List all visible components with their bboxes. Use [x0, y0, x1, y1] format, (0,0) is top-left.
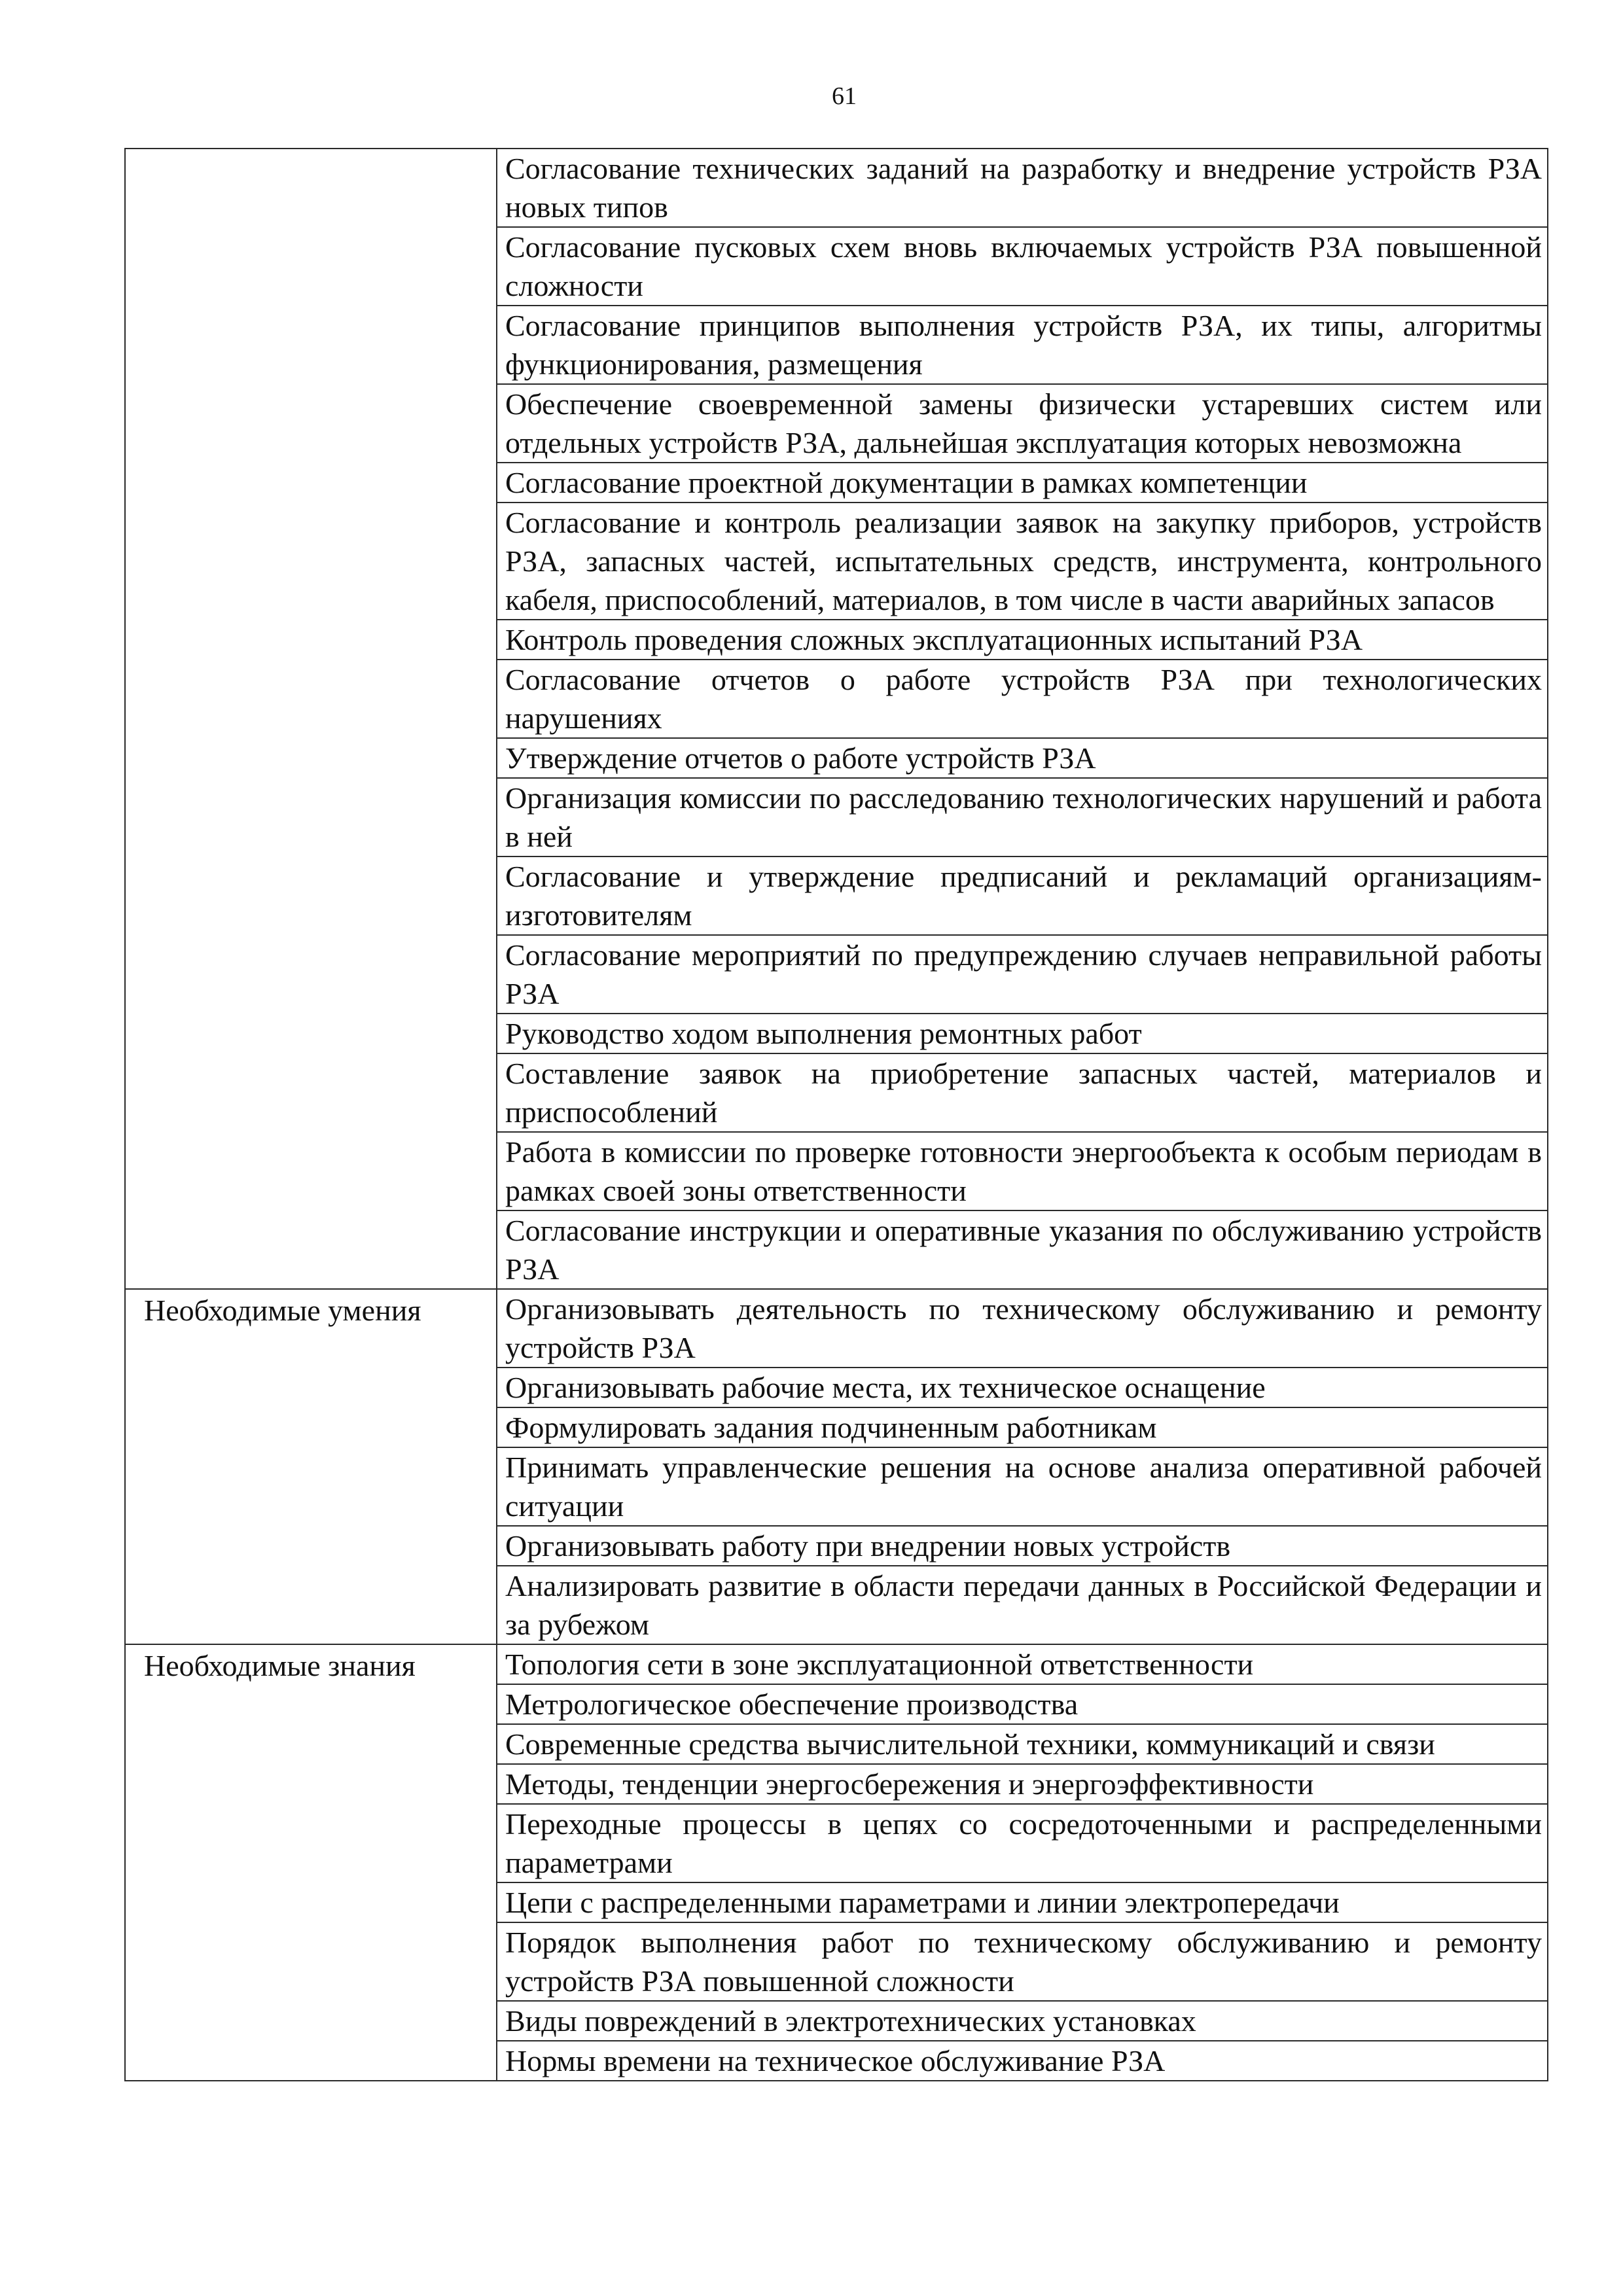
item-cell: Принимать управленческие решения на основе анализа оперативной рабочей ситуации	[497, 1447, 1548, 1526]
item-cell: Работа в комиссии по проверке готовности энергообъекта к особым периодам в рамках своей зоны ответственности	[497, 1132, 1548, 1210]
item-cell: Анализировать развитие в области передачи данных в Российской Федерации и за рубежом	[497, 1566, 1548, 1644]
table-row	[125, 149, 1548, 227]
item-cell: Согласование принципов выполнения устройств РЗА, их типы, алгоритмы функционирования, размещения	[497, 306, 1548, 384]
category-cell	[125, 149, 497, 1289]
item-cell: Согласование технических заданий на разработку и внедрение устройств РЗА новых типов	[497, 149, 1548, 227]
table-row	[125, 1644, 1548, 1684]
item-cell: Порядок выполнения работ по техническому обслуживанию и ремонту устройств РЗА повышенной сложности	[497, 1922, 1548, 2001]
item-cell: Метрологическое обеспечение производства	[497, 1684, 1548, 1724]
item-cell: Согласование и утверждение предписаний и рекламаций организациям-изготовителям	[497, 857, 1548, 935]
item-cell: Согласование инструкции и оперативные указания по обслуживанию устройств РЗА	[497, 1210, 1548, 1289]
item-cell: Современные средства вычислительной техники, коммуникаций и связи	[497, 1724, 1548, 1764]
item-cell: Переходные процессы в цепях со сосредоточенными и распределенными параметрами	[497, 1804, 1548, 1882]
item-cell: Организовывать деятельность по техническому обслуживанию и ремонту устройств РЗА	[497, 1289, 1548, 1368]
table-row	[125, 1289, 1548, 1368]
item-cell: Организовывать работу при внедрении новых устройств	[497, 1526, 1548, 1566]
item-cell: Нормы времени на техническое обслуживание РЗА	[497, 2041, 1548, 2081]
item-cell: Согласование и контроль реализации заявок на закупку приборов, устройств РЗА, запасных частей, испытательных средств, инструмента, контрольного кабеля, приспособлений, материалов, в том числе в части аварийных запасов	[497, 503, 1548, 620]
item-cell: Руководство ходом выполнения ремонтных работ	[497, 1014, 1548, 1053]
item-cell: Согласование отчетов о работе устройств РЗА при технологических нарушениях	[497, 660, 1548, 738]
page-number: 61	[832, 82, 857, 110]
item-cell: Утверждение отчетов о работе устройств РЗА	[497, 738, 1548, 778]
item-cell: Обеспечение своевременной замены физически устаревших систем или отдельных устройств РЗА, дальнейшая эксплуатация которых невозможна	[497, 384, 1548, 463]
item-cell: Контроль проведения сложных эксплуатационных испытаний РЗА	[497, 620, 1548, 660]
item-cell: Организация комиссии по расследованию технологических нарушений и работа в ней	[497, 778, 1548, 857]
category-cell: Необходимые умения	[125, 1289, 497, 1644]
category-cell: Необходимые знания	[125, 1644, 497, 2081]
item-cell: Виды повреждений в электротехнических установках	[497, 2001, 1548, 2041]
item-cell: Формулировать задания подчиненным работникам	[497, 1407, 1548, 1447]
item-cell: Составление заявок на приобретение запасных частей, материалов и приспособлений	[497, 1053, 1548, 1132]
item-cell: Согласование пусковых схем вновь включаемых устройств РЗА повышенной сложности	[497, 227, 1548, 306]
item-cell: Методы, тенденции энергосбережения и энергоэффективности	[497, 1764, 1548, 1804]
item-cell: Согласование проектной документации в рамках компетенции	[497, 463, 1548, 503]
item-cell: Цепи с распределенными параметрами и линии электропередачи	[497, 1882, 1548, 1922]
competency-table	[124, 148, 1548, 2081]
item-cell: Топология сети в зоне эксплуатационной ответственности	[497, 1644, 1548, 1684]
item-cell: Согласование мероприятий по предупреждению случаев неправильной работы РЗА	[497, 935, 1548, 1014]
item-cell: Организовывать рабочие места, их техническое оснащение	[497, 1368, 1548, 1407]
